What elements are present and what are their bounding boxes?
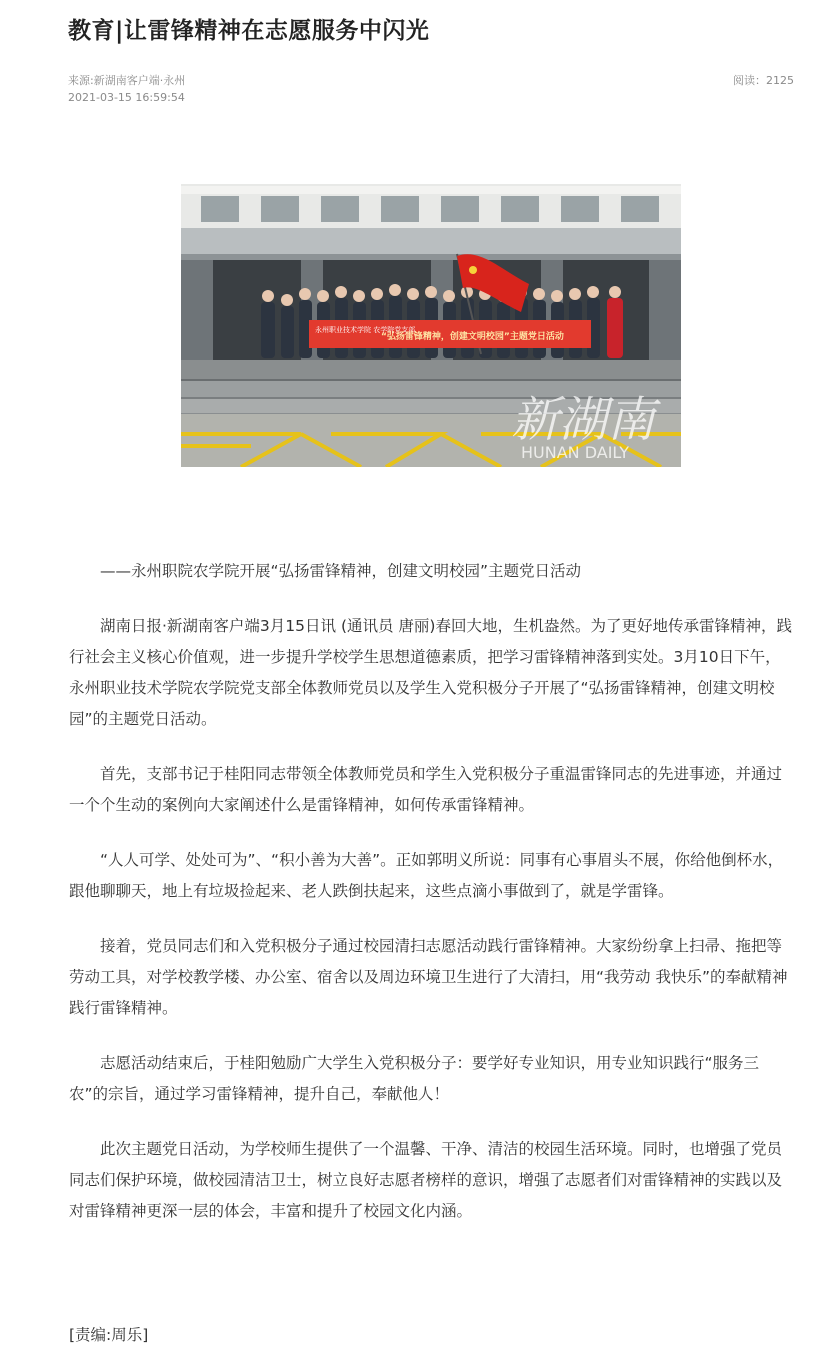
banner-main-text: “弘扬雷锋精神，创建文明校园”主题党日活动 — [381, 332, 564, 342]
article-datetime: 2021-03-15 16:59:54 — [68, 91, 185, 104]
body-paragraph: “人人可学、处处可为”、“积小善为大善”。正如郭明义所说：同事有心事眉头不展，你给他倒杯水，跟他聊聊天，地上有垃圾捡起来、老人跌倒扶起来，这些点滴小事做到了，就是学雷锋。 — [69, 851, 784, 900]
watermark-en: HUNAN DAILY — [521, 443, 629, 462]
banner — [309, 320, 591, 348]
body-paragraph: 志愿活动结束后，于桂阳勉励广大学生入党积极分子：要学好专业知识，用专业知识践行“服务三农”的宗旨，通过学习雷锋精神，提升自己，奉献他人！ — [69, 1054, 760, 1103]
photo-scene — [181, 184, 681, 467]
article-title: 教育|让雷锋精神在志愿服务中闪光 — [68, 18, 430, 44]
body-paragraph: 接着，党员同志们和入党积极分子通过校园清扫志愿活动践行雷锋精神。大家纷纷拿上扫帚、拖把等劳动工具，对学校教学楼、办公室、宿舍以及周边环境卫生进行了大清扫，用“我劳动 我快乐”的奉献精神践行雷锋精神。 — [69, 937, 788, 1017]
subtitle-paragraph: ——永州职院农学院开展“弘扬雷锋精神，创建文明校园”主题党日活动 — [100, 562, 582, 580]
view-count: 阅读：2125 — [733, 74, 794, 87]
watermark-cn: 新湖南 — [511, 392, 656, 448]
article-meta — [68, 72, 794, 106]
body-paragraph: 首先，支部书记于桂阳同志带领全体教师党员和学生入党积极分子重温雷锋同志的先进事迹，并通过一个个生动的案例向大家阐述什么是雷锋精神，如何传承雷锋精神。 — [69, 765, 783, 814]
banner-left-text: 永州职业技术学院 农学院党支部 — [315, 326, 416, 334]
article-source[interactable]: 来源:新湖南客户端·永州 — [68, 74, 186, 87]
body-paragraph: 湖南日报·新湖南客户端3月15日讯 (通讯员 唐丽)春回大地，生机盎然。为了更好地传承雷锋精神，践行社会主义核心价值观，进一步提升学校学生思想道德素质，把学习雷锋精神落到实处。3月10日下午，永州职业技术学院农学院党支部全体教师党员以及学生入党积极分子开展了“弘扬雷锋精神，创建文明校园”的主题党日活动。 — [69, 617, 792, 728]
article-photo — [181, 184, 681, 467]
article-body — [69, 556, 793, 1251]
editor-credit: [责编:周乐] — [69, 1326, 149, 1344]
body-paragraph: 此次主题党日活动，为学校师生提供了一个温馨、干净、清洁的校园生活环境。同时，也增强了党员同志们保护环境，做校园清洁卫士，树立良好志愿者榜样的意识，增强了志愿者们对雷锋精神的实践以及对雷锋精神更深一层的体会，丰富和提升了校园文化内涵。 — [69, 1140, 783, 1220]
